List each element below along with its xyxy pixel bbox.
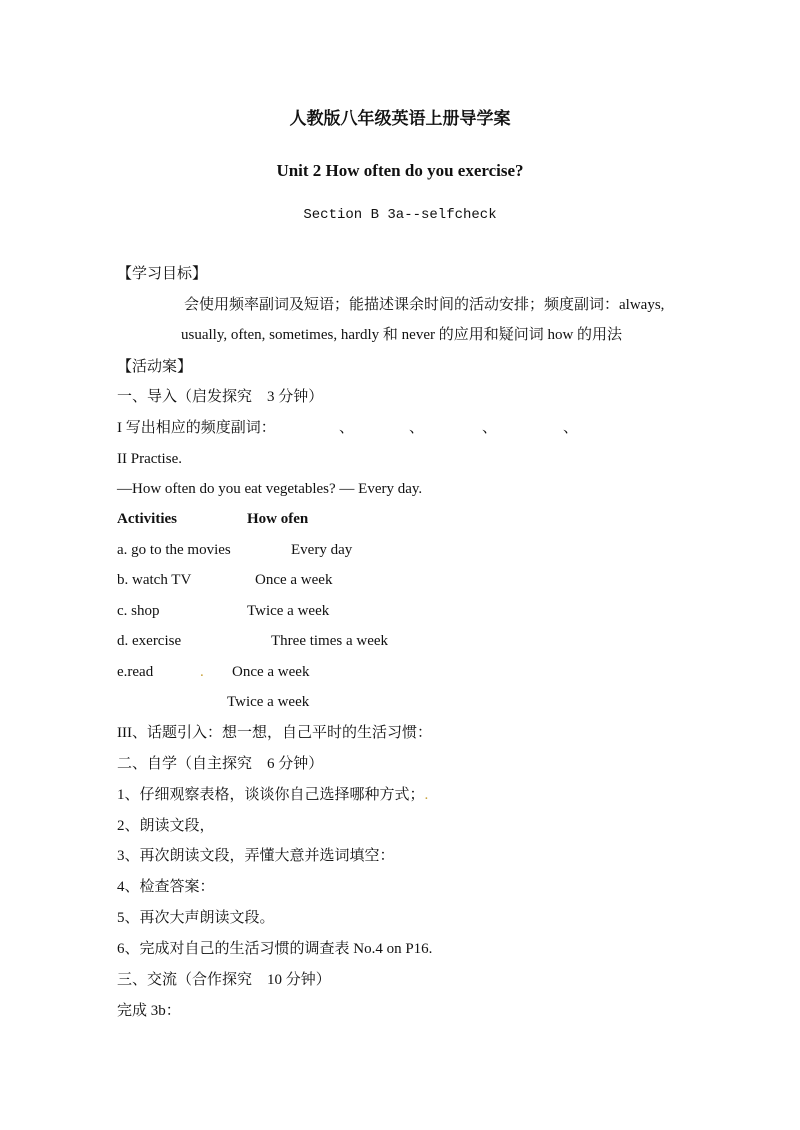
question-3: III、话题引入：想一想，自己平时的生活习惯： bbox=[117, 725, 432, 741]
table-extra-frequency: Twice a week bbox=[227, 694, 310, 710]
stray-dot-mark: . bbox=[424, 787, 429, 803]
table-header-activities: Activities bbox=[117, 511, 177, 527]
blank-separator: 、 bbox=[409, 420, 425, 436]
goals-line-2: usually, often, sometimes, hardly 和 never 的应用和疑问词 how 的用法 bbox=[181, 327, 623, 343]
section-title: Section B 3a--selfcheck bbox=[303, 207, 497, 223]
question-2: II Practise. bbox=[117, 451, 182, 467]
blank-separator: 、 bbox=[563, 420, 579, 436]
table-row-frequency: Once a week bbox=[232, 664, 310, 680]
complete-3b: 完成 3b： bbox=[117, 1003, 181, 1019]
table-row-frequency: Twice a week bbox=[247, 603, 330, 619]
table-row-activity: d. exercise bbox=[117, 633, 182, 649]
part3-heading: 三、交流（合作探究 10 分钟） bbox=[117, 972, 331, 988]
table-row-frequency: Every day bbox=[291, 542, 353, 558]
table-row-activity: e.read bbox=[117, 664, 154, 680]
question-1: I 写出相应的频度副词： bbox=[117, 420, 276, 436]
activity-heading: 【活动案】 bbox=[117, 359, 193, 375]
blank-separator: 、 bbox=[482, 420, 498, 436]
step-4: 4、检查答案： bbox=[117, 879, 215, 895]
goals-heading: 【学习目标】 bbox=[117, 266, 208, 282]
table-row-frequency: Three times a week bbox=[271, 633, 389, 649]
step-5: 5、再次大声朗读文段。 bbox=[117, 910, 275, 926]
doc-title: 人教版八年级英语上册导学案 bbox=[289, 109, 511, 128]
step-6: 6、完成对自己的生活习惯的调查表 No.4 on P16. bbox=[117, 941, 433, 957]
step-1-text: 1、仔细观察表格，谈谈你自己选择哪种方式； bbox=[117, 787, 425, 803]
unit-title: Unit 2 How often do you exercise? bbox=[276, 161, 524, 180]
part1-heading: 一、导入（启发探究 3 分钟） bbox=[117, 389, 324, 405]
table-row-activity: c. shop bbox=[117, 603, 160, 619]
table-row-frequency: Once a week bbox=[255, 572, 333, 588]
step-3: 3、再次朗读文段，弄懂大意并选词填空： bbox=[117, 848, 395, 864]
step-2: 2、朗读文段， bbox=[117, 818, 215, 834]
goals-line-1: 会使用频率副词及短语；能描述课余时间的活动安排；频度副词：always, bbox=[184, 297, 665, 313]
stray-dot-mark: . bbox=[200, 664, 204, 680]
table-row-activity: b. watch TV bbox=[117, 572, 192, 588]
table-row-activity: a. go to the movies bbox=[117, 542, 231, 558]
table-header-how-often: How ofen bbox=[247, 511, 309, 527]
step-1 bbox=[117, 785, 428, 805]
dialog-line: —How often do you eat vegetables? — Every day. bbox=[117, 481, 423, 497]
part2-heading: 二、自学（自主探究 6 分钟） bbox=[117, 756, 324, 772]
blank-separator: 、 bbox=[339, 420, 355, 436]
